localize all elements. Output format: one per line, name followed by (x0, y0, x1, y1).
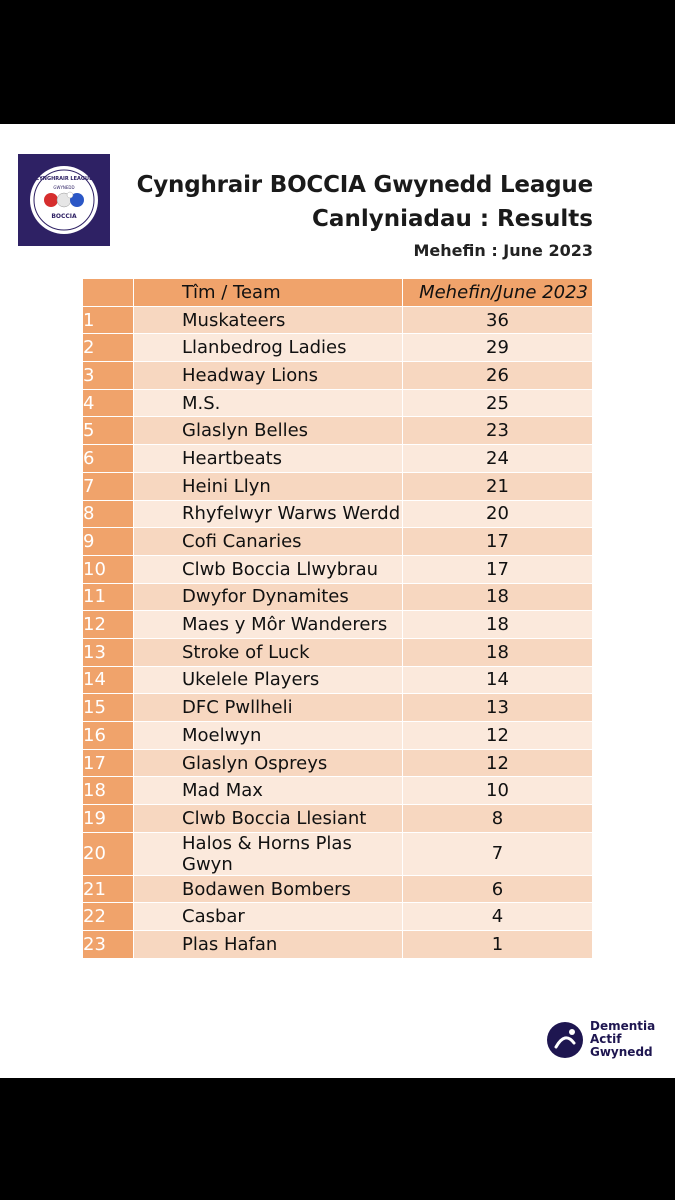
team-name-cell: Dwyfor Dynamites (134, 583, 403, 611)
position-cell: 18 (83, 777, 134, 805)
team-name-cell: M.S. (134, 389, 403, 417)
boccia-league-logo (18, 154, 110, 246)
table-row (83, 875, 593, 903)
score-cell: 6 (403, 875, 593, 903)
page-date: Mehefin : June 2023 (413, 241, 593, 260)
table-row (83, 777, 593, 805)
team-name-cell: Moelwyn (134, 722, 403, 750)
table-row (83, 555, 593, 583)
position-cell: 7 (83, 472, 134, 500)
team-name-cell: Stroke of Luck (134, 638, 403, 666)
score-cell: 8 (403, 805, 593, 833)
score-cell: 18 (403, 583, 593, 611)
table-row (83, 528, 593, 556)
score-cell: 12 (403, 749, 593, 777)
position-cell: 16 (83, 722, 134, 750)
table-row (83, 445, 593, 473)
position-cell: 19 (83, 805, 134, 833)
svg-text:BOCCIA: BOCCIA (51, 213, 77, 220)
table-row (83, 666, 593, 694)
table-row (83, 417, 593, 445)
page-title: Cynghrair BOCCIA Gwynedd League (136, 172, 593, 198)
page-header (137, 168, 593, 266)
table-row (83, 903, 593, 931)
table-row (83, 472, 593, 500)
score-cell: 24 (403, 445, 593, 473)
score-cell: 26 (403, 362, 593, 390)
score-cell: 29 (403, 334, 593, 362)
position-cell: 12 (83, 611, 134, 639)
team-name-cell: Ukelele Players (134, 666, 403, 694)
position-cell: 6 (83, 445, 134, 473)
table-row (83, 749, 593, 777)
score-cell: 12 (403, 722, 593, 750)
team-name-cell: Glaslyn Belles (134, 417, 403, 445)
score-cell: 13 (403, 694, 593, 722)
table-row (83, 389, 593, 417)
header-position (83, 279, 134, 307)
position-cell: 1 (83, 306, 134, 334)
table-row (83, 832, 593, 875)
table-row (83, 805, 593, 833)
team-name-cell: Plas Hafan (134, 931, 403, 959)
team-name-cell: Heartbeats (134, 445, 403, 473)
score-cell: 36 (403, 306, 593, 334)
table-row (83, 362, 593, 390)
score-cell: 17 (403, 555, 593, 583)
header-score: Mehefin/June 2023 (403, 279, 593, 307)
dementia-actif-text (590, 1020, 655, 1059)
page-subtitle: Canlyniadau : Results (312, 206, 593, 232)
header-team-label: Tîm / Team (182, 281, 281, 303)
dementia-actif-icon (546, 1021, 584, 1059)
team-name-cell: Casbar (134, 903, 403, 931)
svg-text:GWYNEDD: GWYNEDD (53, 185, 75, 190)
position-cell: 8 (83, 500, 134, 528)
score-cell: 14 (403, 666, 593, 694)
team-name-cell: Cofi Canaries (134, 528, 403, 556)
position-cell: 20 (83, 832, 134, 875)
header-team (134, 279, 403, 307)
score-cell: 1 (403, 931, 593, 959)
results-body (83, 306, 593, 958)
position-cell: 13 (83, 638, 134, 666)
score-cell: 7 (403, 832, 593, 875)
dementia-actif-logo (546, 1020, 655, 1059)
team-name-cell: Rhyfelwyr Warws Werdd (134, 500, 403, 528)
table-row (83, 334, 593, 362)
table-row (83, 694, 593, 722)
position-cell: 23 (83, 931, 134, 959)
table-row (83, 500, 593, 528)
team-name-cell: Mad Max (134, 777, 403, 805)
position-cell: 3 (83, 362, 134, 390)
score-cell: 10 (403, 777, 593, 805)
score-cell: 23 (403, 417, 593, 445)
team-name-cell: Heini Llyn (134, 472, 403, 500)
table-row (83, 306, 593, 334)
team-name-cell: Headway Lions (134, 362, 403, 390)
table-row (83, 583, 593, 611)
score-cell: 4 (403, 903, 593, 931)
position-cell: 15 (83, 694, 134, 722)
position-cell: 2 (83, 334, 134, 362)
team-name-cell: Maes y Môr Wanderers (134, 611, 403, 639)
results-table (82, 278, 593, 959)
position-cell: 5 (83, 417, 134, 445)
results-sheet (0, 124, 675, 1078)
position-cell: 11 (83, 583, 134, 611)
score-cell: 25 (403, 389, 593, 417)
footer-line-3: Gwynedd (590, 1045, 653, 1059)
table-row (83, 931, 593, 959)
position-cell: 9 (83, 528, 134, 556)
boccia-logo-graphic (18, 154, 110, 246)
score-cell: 20 (403, 500, 593, 528)
position-cell: 14 (83, 666, 134, 694)
team-name-cell: Halos & Horns Plas Gwyn (134, 832, 403, 875)
score-cell: 18 (403, 638, 593, 666)
team-name-cell: Clwb Boccia Llesiant (134, 805, 403, 833)
table-row (83, 611, 593, 639)
footer-line-2: Actif (590, 1032, 622, 1046)
team-name-cell: Clwb Boccia Llwybrau (134, 555, 403, 583)
team-name-cell: Glaslyn Ospreys (134, 749, 403, 777)
team-name-cell: Muskateers (134, 306, 403, 334)
position-cell: 4 (83, 389, 134, 417)
score-cell: 18 (403, 611, 593, 639)
table-row (83, 638, 593, 666)
position-cell: 22 (83, 903, 134, 931)
position-cell: 10 (83, 555, 134, 583)
position-cell: 17 (83, 749, 134, 777)
table-header-row (83, 279, 593, 307)
team-name-cell: Llanbedrog Ladies (134, 334, 403, 362)
footer-line-1: Dementia (590, 1019, 656, 1033)
team-name-cell: DFC Pwllheli (134, 694, 403, 722)
table-row (83, 722, 593, 750)
position-cell: 21 (83, 875, 134, 903)
score-cell: 21 (403, 472, 593, 500)
svg-text:CYNGHRAIR LEAGUE: CYNGHRAIR LEAGUE (35, 176, 93, 182)
team-name-cell: Bodawen Bombers (134, 875, 403, 903)
score-cell: 17 (403, 528, 593, 556)
